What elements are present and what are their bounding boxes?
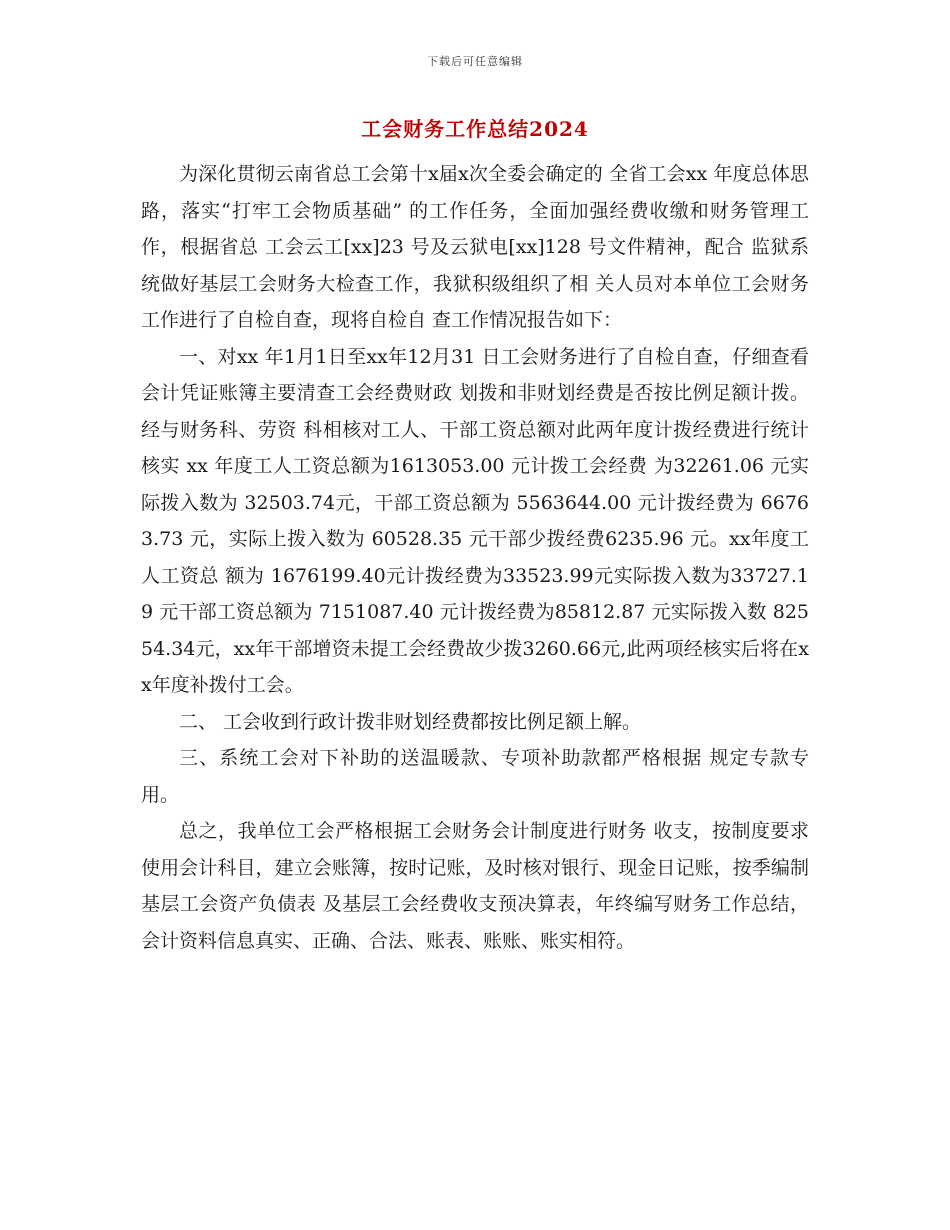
header-note: 下载后可任意编辑 <box>427 55 523 68</box>
paragraph-intro: 为深化贯彻云南省总工会第十x届x次全委会确定的 全省工会xx 年度总体思路，落实“打牢工会物质基础” 的工作任务，全面加强经费收缴和财务管理工作，根据省总 工会云工[xx]23 号及云狱电[xx]128 号文件精神，配合 监狱系统做好基层工会财务大检查工作，我狱积级组织了相 关人员对本单位工会财务工作进行了自检自查，现将自检自 查工作情况报告如下： <box>141 163 809 331</box>
paragraph-section-2: 二、 工会收到行政计拨非财划经费都按比例足额上解。 <box>179 710 642 733</box>
paragraph-section-1: 一、对xx 年1月1日至xx年12月31 日工会财务进行了自检自查，仔细查看会计凭证账簿主要清查工会经费财政 划拨和非财划经费是否按比例足额计拨。经与财务科、劳资 科相核对工人、干部工资总额对此两年度计拨经费进行统计 核实 xx 年度工人工资总额为1613053.00 元计拨工会经费 为32261.06 元实际拨入数为 32503.74元，干部工资总额为 5563644.00 元计拨经费为 66763.73 元，实际上拨入数为 60528.35 元干部少拨经费6235.96 元。xx年度工人工资总 额为 1676199.40元计拨经费为33523.99元实际拨入数为33727.19 元干部工资总额为 7151087.40 元计拨经费为85812.87 元实际拨入数 82554.34元，xx年干部增资未提工会经费故少拨3260.66元,此两项经核实后将在xx年度补拨付工会。 <box>141 345 809 696</box>
paragraph-section-3: 三、系统工会对下补助的送温暖款、专项补助款都严格根据 规定专款专用。 <box>141 747 809 806</box>
document-body <box>141 156 809 959</box>
document-title: 工会财务工作总结2024 <box>361 117 589 141</box>
paragraph-summary: 总之，我单位工会严格根据工会财务会计制度进行财务 收支，按制度要求使用会计科目，建立会账簿，按时记账，及时核对银行、现金日记账，按季编制基层工会资产负债表 及基层工会经费收支预决算表，年终编写财务工作总结，会计资料信息真实、正确、合法、账表、账账、账实相符。 <box>141 820 809 952</box>
